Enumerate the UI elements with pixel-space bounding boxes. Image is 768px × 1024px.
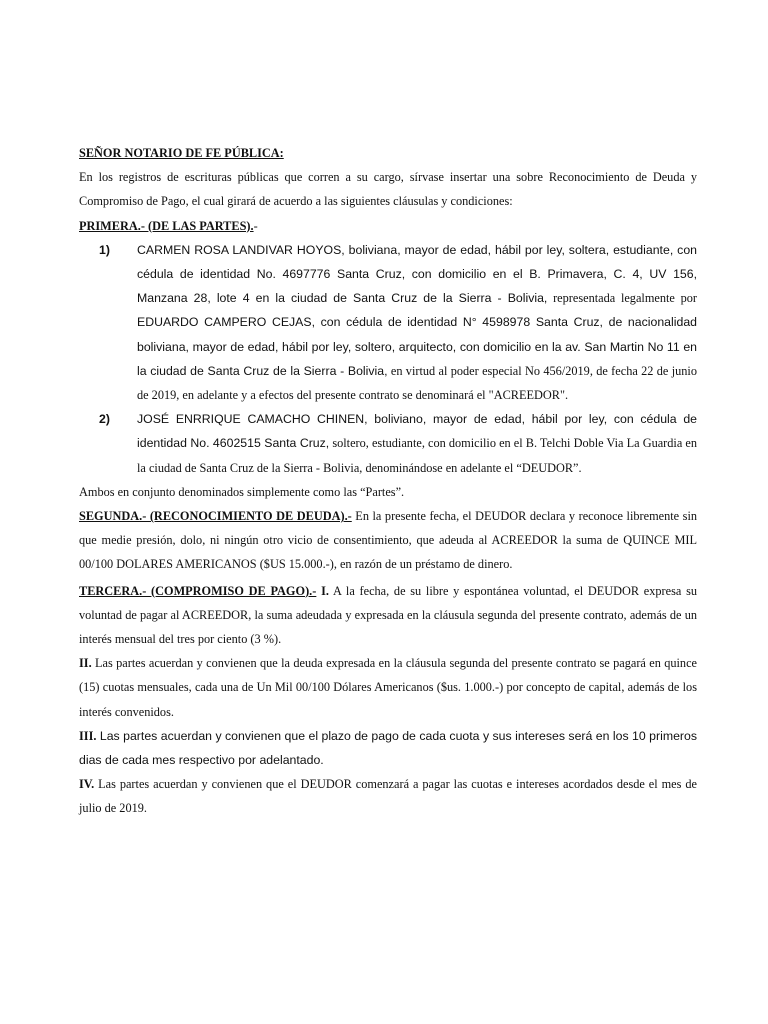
title-text: SEÑOR NOTARIO DE FE PÚBLICA: bbox=[79, 146, 284, 160]
party-number-1: 1) bbox=[99, 242, 110, 257]
document-title bbox=[79, 141, 697, 165]
party-text-1 bbox=[137, 238, 697, 407]
party-1-part-c: EDUARDO CAMPERO CEJAS, con cédula de identidad N° 4598978 Santa Cruz, de nacionalidad boliviana, mayor de edad, hábil por ley, soltero, arquitecto, con domicilio en la av. San Martin No 11 en la ciudad de Santa Cruz de la Sierra - Bolivia, bbox=[137, 315, 697, 378]
tercera-i-label: I. bbox=[316, 583, 329, 598]
party-2-part-b: soltero, estudiante, con domicilio en el B. Telchi Doble Via La Guardia en la ciudad de Santa Cruz de la Sierra - Bolivia, denominándose en adelante el “DEUDOR”. bbox=[137, 436, 698, 475]
tercera-iii-paragraph bbox=[79, 724, 697, 772]
primera-heading-text: PRIMERA.- (DE LAS PARTES). bbox=[79, 218, 254, 233]
tercera-iii-label: III. bbox=[79, 728, 97, 743]
tercera-ii-paragraph bbox=[79, 651, 697, 724]
clause-segunda bbox=[79, 504, 697, 577]
party-2-part-a: JOSÉ ENRRIQUE CAMACHO CHINEN, boliviano, mayor de edad, hábil por ley, con cédula de identidad No. 4602515 Santa Cruz, bbox=[137, 412, 697, 451]
tercera-iv-text: Las partes acuerdan y convienen que el DEUDOR comenzará a pagar las cuotas e intereses acordados desde el mes de julio de 2019. bbox=[79, 777, 697, 816]
document-page bbox=[79, 141, 697, 821]
tercera-ii-text: Las partes acuerdan y convienen que la deuda expresada en la cláusula segunda del presente contrato se pagará en quince (15) cuotas mensuales, cada una de Un Mil 00/100 Dólares Americanos ($us. 1.000.-) por concepto de capital, además de los interés convenidos. bbox=[79, 656, 697, 719]
party-1-part-d: en virtud al poder especial No 456/2019, de fecha 22 de junio de 2019, en adelante y a efectos del presente contrato se denominará el "ACREEDOR". bbox=[137, 363, 697, 403]
segunda-text: En la presente fecha, el DEUDOR declara y reconoce libremente sin que medie presión, dolo, ni ningún otro vicio de consentimiento, que adeuda al ACREEDOR la suma de QUINCE MIL 00/100 DOLARES AMERICANOS ($US 15.000.-), en razón de un préstamo de dinero. bbox=[79, 509, 698, 572]
party-1-part-a: CARMEN ROSA LANDIVAR HOYOS, boliviana, mayor de edad, hábil por ley, soltera, estudiante, con cédula de identidad No. 4697776 Santa Cruz, con domicilio en el B. Primavera, C. 4, UV 156, Manzana 28, lote 4 en la ciudad de Santa Cruz de la Sierra - Bolivia, bbox=[137, 242, 697, 306]
intro-paragraph: En los registros de escrituras públicas que corren a su cargo, sírvase insertar una sobre Reconocimiento de Deuda y Compromiso de Pago, el cual girará de acuerdo a las siguientes cláusulas y condiciones: bbox=[79, 170, 697, 209]
primera-heading-suffix: - bbox=[253, 218, 258, 233]
tercera-i-text: A la fecha, de su libre y espontánea voluntad, el DEUDOR expresa su voluntad de pagar al ACREEDOR, la suma adeudada y expresada en la cláusula segunda del presente contrato, además de un interés mensual del tres por ciento (3 %). bbox=[79, 583, 698, 647]
party-item-1 bbox=[99, 238, 697, 407]
party-text-2 bbox=[137, 407, 697, 480]
tercera-ii-label: II. bbox=[79, 656, 92, 671]
tercera-heading: TERCERA.- (COMPROMISO DE PAGO).- bbox=[79, 583, 317, 598]
tercera-iii-text: Las partes acuerdan y convienen que el plazo de pago de cada cuota y sus intereses será en los 10 primeros dias de cada mes respectivo por adelantado. bbox=[79, 728, 697, 768]
clause-tercera bbox=[79, 579, 697, 652]
tercera-iv-label: IV. bbox=[79, 777, 95, 792]
segunda-heading: SEGUNDA.- (RECONOCIMIENTO DE DEUDA).- bbox=[79, 509, 352, 524]
ambos-paragraph: Ambos en conjunto denominados simplemente como las “Partes”. bbox=[79, 484, 405, 499]
party-number-2: 2) bbox=[99, 412, 110, 427]
party-item-2 bbox=[99, 407, 697, 480]
party-1-part-b: representada legalmente por bbox=[547, 291, 697, 306]
clause-primera-heading bbox=[79, 214, 697, 238]
tercera-iv-paragraph bbox=[79, 772, 697, 820]
